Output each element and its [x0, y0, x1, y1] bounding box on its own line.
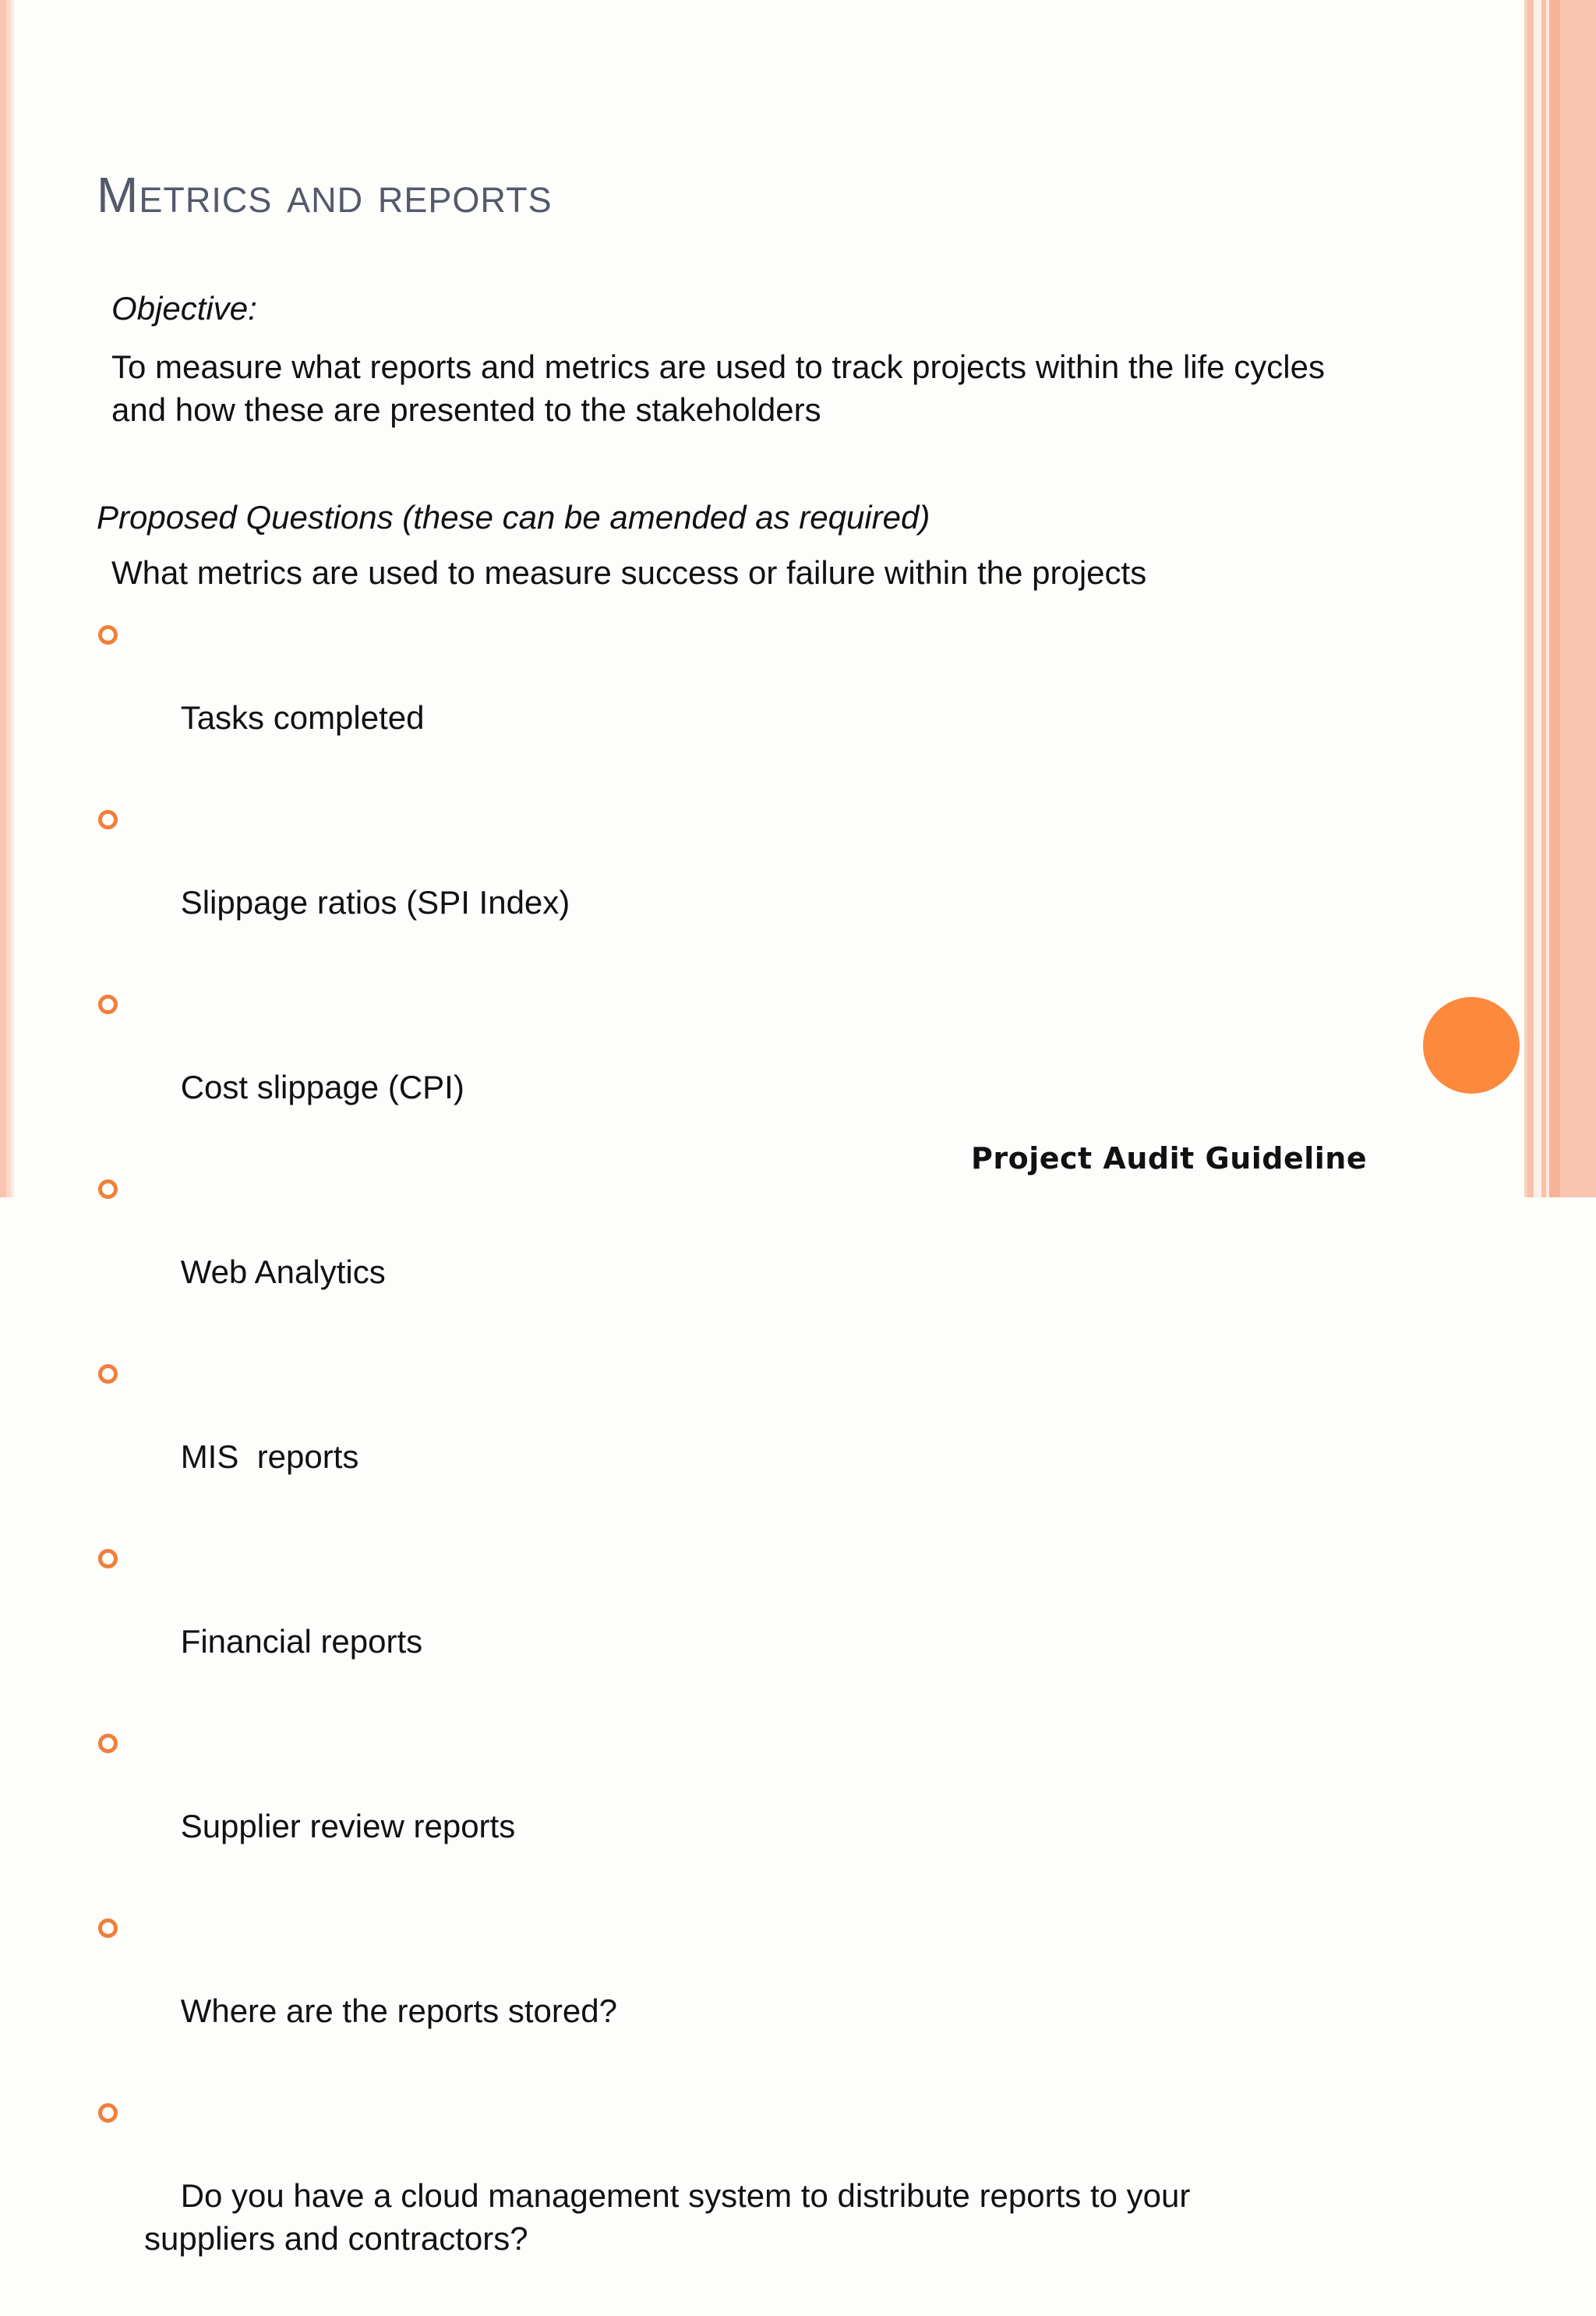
circle-bullet-icon: [98, 1364, 118, 1384]
bullet-item: [97, 1349, 1312, 1521]
left-border-stripe: [0, 0, 6, 1197]
bullet-text: Do you have a cloud management system to distribute reports to your suppliers and contractors?: [144, 2177, 1200, 2257]
footer-label: Project Audit Guideline: [971, 1141, 1368, 1176]
metrics-bullet-list: [97, 610, 1312, 2316]
right-border-stripe: [1534, 0, 1541, 1197]
metrics-question: What metrics are used to measure success or failure within the projects: [111, 554, 1147, 591]
slide-title: Metrics and reports: [97, 167, 553, 223]
bullet-text: Slippage ratios (SPI Index): [180, 884, 570, 921]
bullet-text: Supplier review reports: [180, 1808, 516, 1844]
left-border-stripe: [11, 0, 14, 1197]
bullet-text: Financial reports: [180, 1623, 423, 1660]
circle-bullet-icon: [98, 2103, 118, 2123]
circle-bullet-icon: [98, 810, 118, 829]
bullet-item: [97, 2088, 1312, 2303]
bullet-item: [97, 1534, 1312, 1706]
bullet-text: Tasks completed: [180, 699, 425, 736]
bullet-text: Where are the reports stored?: [180, 1992, 617, 2029]
right-border-stripe: [1527, 0, 1534, 1197]
objective-text: To measure what reports and metrics are used to track projects within the life cycles and how these are presented to the stakeholders: [111, 348, 1325, 428]
bullet-item: [97, 795, 1312, 967]
circle-bullet-icon: [98, 1918, 118, 1938]
right-border-stripe: [1549, 0, 1560, 1197]
circle-bullet-icon: [98, 995, 118, 1014]
circle-bullet-icon: [98, 625, 118, 645]
circle-bullet-icon: [98, 1734, 118, 1753]
circle-bullet-icon: [98, 1179, 118, 1199]
objective-label: Objective:: [111, 290, 257, 327]
right-border-stripe: [1560, 0, 1596, 1197]
decorative-circle: [1423, 997, 1520, 1094]
bullet-item: [97, 610, 1312, 782]
bullet-text: MIS reports: [180, 1438, 359, 1475]
proposed-questions-label: Proposed Questions (these can be amended as required): [97, 499, 930, 536]
bullet-item: [97, 980, 1312, 1151]
bullet-item: [97, 1904, 1312, 2075]
bullet-text: Cost slippage (CPI): [180, 1069, 464, 1105]
bullet-text: Web Analytics: [180, 1253, 386, 1290]
circle-bullet-icon: [98, 1549, 118, 1568]
bullet-item: [97, 1165, 1312, 1336]
bullet-item: [97, 1719, 1312, 1890]
